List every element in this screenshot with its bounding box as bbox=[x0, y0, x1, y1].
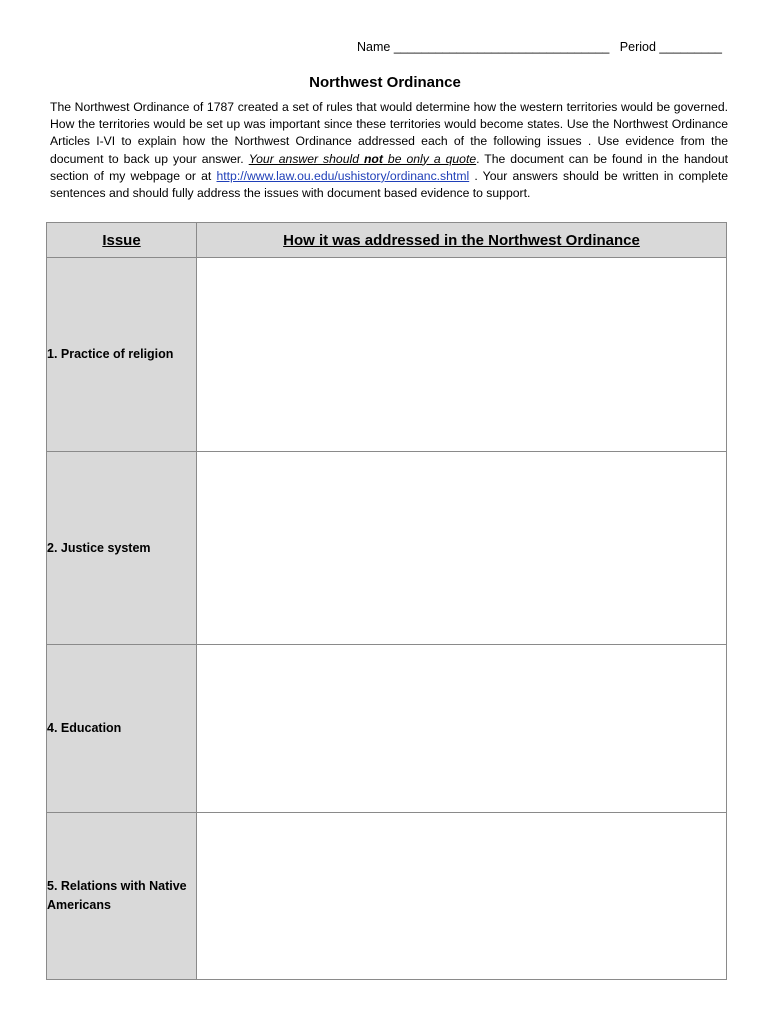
instructions-text-2: . The document can be found in the handout section of my webpage or at bbox=[50, 151, 728, 183]
emphasis-text-after: be only a quote bbox=[382, 151, 477, 166]
emphasis-bold-not: not bbox=[363, 151, 383, 166]
instructions-paragraph bbox=[50, 99, 728, 202]
issue-religion: 1. Practice of religion bbox=[47, 258, 197, 452]
table-row bbox=[47, 258, 727, 452]
issues-table bbox=[46, 222, 727, 980]
ordinance-link[interactable]: http://www.law.ou.edu/ushistory/ordinanc.shtml bbox=[216, 168, 470, 183]
answer-justice[interactable] bbox=[197, 452, 727, 645]
addressed-column-header: How it was addressed in the Northwest Ordinance bbox=[197, 223, 727, 258]
emphasis-text-before: Your answer should bbox=[248, 151, 364, 166]
page-title: Northwest Ordinance bbox=[309, 74, 461, 91]
issue-native-relations: 5. Relations with Native Americans bbox=[47, 813, 197, 980]
issue-justice: 2. Justice system bbox=[47, 452, 197, 645]
table-header-row bbox=[47, 223, 727, 258]
answer-native-relations[interactable] bbox=[197, 813, 727, 980]
issue-column-header: Issue bbox=[47, 223, 197, 258]
instructions-emphasis bbox=[249, 152, 476, 166]
table-row bbox=[47, 645, 727, 813]
answer-religion[interactable] bbox=[197, 258, 727, 452]
table-row bbox=[47, 813, 727, 980]
period-label: Period bbox=[619, 40, 656, 54]
answer-education[interactable] bbox=[197, 645, 727, 813]
period-blank[interactable]: _________ bbox=[659, 40, 722, 54]
instructions-text-3: . Your answers should be written in complete sentences and should fully address the issues with document based evidence to support. bbox=[50, 168, 728, 201]
name-period-line bbox=[357, 40, 722, 54]
instructions-text-1: The Northwest Ordinance of 1787 created a set of rules that would determine how the western territories would be governed. How the territories would be set up was important since these territories would become states. Use the Northwest Ordinance Articles I-VI to explain how the Northwest Ordinance addressed each of the following issues . Use evidence from the document to back up your answer. bbox=[50, 100, 728, 166]
issue-education: 4. Education bbox=[47, 645, 197, 813]
table-row bbox=[47, 452, 727, 645]
name-blank[interactable]: _______________________________ bbox=[393, 40, 610, 54]
name-label: Name bbox=[357, 40, 391, 54]
